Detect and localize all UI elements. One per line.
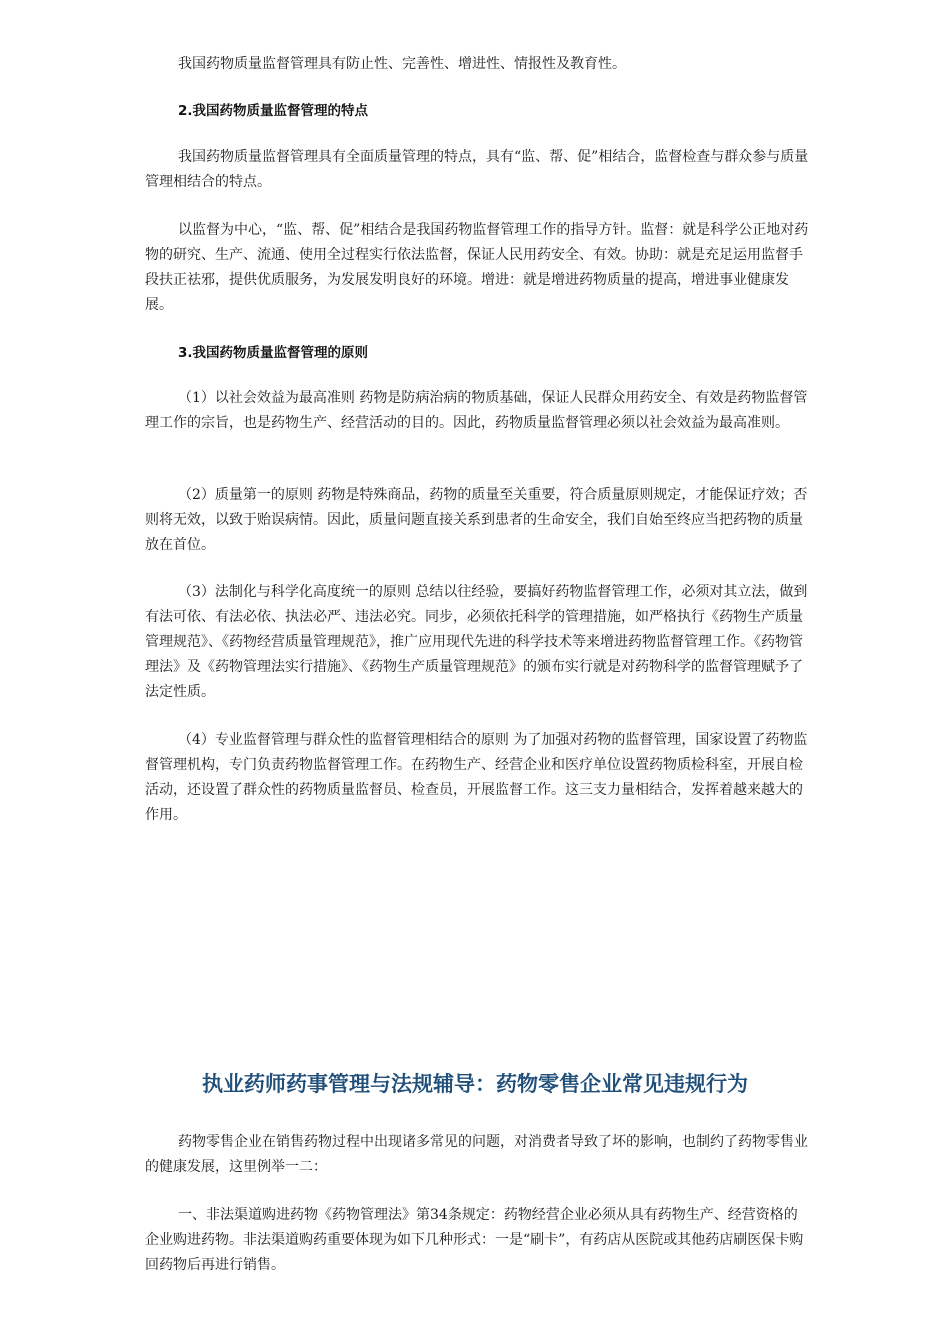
principle-3-paragraph: （3）法制化与科学化高度统一的原则 总结以往经验，要搞好药物监督管理工作，必须对其立法，做到有法可依、有法必依、执法必严、违法必究。同步，必须依托科学的管理措施，如严格执行《药物生产质量管理规范》、《药物经营质量管理规范》，推广应用现代先进的科学技术等来增进药物监督管理工作。《药物管理法》及《药物管理法实行措施》、《药物生产质量管理规范》的颁布实行就是对药物科学的监督管理赋予了法定性质。 (145, 584, 808, 700)
section-heading-principles: 3.我国药物质量监督管理的原则 (178, 345, 369, 361)
guideline-paragraph: 以监督为中心，“监、帮、促”相结合是我国药物监督管理工作的指导方针。监督：就是科学公正地对药物的研究、生产、流通、使用全过程实行依法监督，保证人民用药安全、有效。协助：就是充足运用监督手段扶正祛邪，提供优质服务，为发展发明良好的环境。增进：就是增进药物质量的提高，增进事业健康发展。 (145, 222, 809, 313)
principle-1-paragraph: （1）以社会效益为最高准则 药物是防病治病的物质基础，保证人民群众用药安全、有效是药物监督管理工作的宗旨，也是药物生产、经营活动的目的。因此，药物质量监督管理必须以社会效益为最高准则。 (145, 390, 808, 431)
article-intro-paragraph: 药物零售企业在销售药物过程中出现诸多常见的问题，对消费者导致了坏的影响，也制约了药物零售业的健康发展，这里例举一二： (145, 1134, 808, 1175)
section-heading-features: 2.我国药物质量监督管理的特点 (178, 103, 369, 119)
principle-4-paragraph: （4）专业监督管理与群众性的监督管理相结合的原则 为了加强对药物的监督管理，国家设置了药物监督管理机构，专门负责药物监督管理工作。在药物生产、经营企业和医疗单位设置药物质检科室，开展自检活动，还设置了群众性的药物质量监督员、检查员，开展监督工作。这三支力量相结合，发挥着越来越大的作用。 (145, 732, 808, 823)
violation-item-1-paragraph: 一、非法渠道购进药物《药物管理法》第34条规定：药物经营企业必须从具有药物生产、经营资格的企业购进药物。非法渠道购药重要体现为如下几种形式：一是“刷卡”，有药店从医院或其他药店刷医保卡购回药物后再进行销售。 (145, 1207, 804, 1273)
intro-paragraph: 我国药物质量监督管理具有防止性、完善性、增进性、情报性及教育性。 (178, 56, 626, 72)
principle-2-paragraph: （2）质量第一的原则 药物是特殊商品，药物的质量至关重要，符合质量原则规定，才能保证疗效；否则将无效，以致于贻误病情。因此，质量问题直接关系到患者的生命安全，我们自始至终应当把药物的质量放在首位。 (145, 487, 808, 553)
article-title: 执业药师药事管理与法规辅导：药物零售企业常见违规行为 (202, 1072, 748, 1096)
features-paragraph: 我国药物质量监督管理具有全面质量管理的特点，具有“监、帮、促”相结合，监督检查与群众参与质量管理相结合的特点。 (145, 149, 809, 190)
